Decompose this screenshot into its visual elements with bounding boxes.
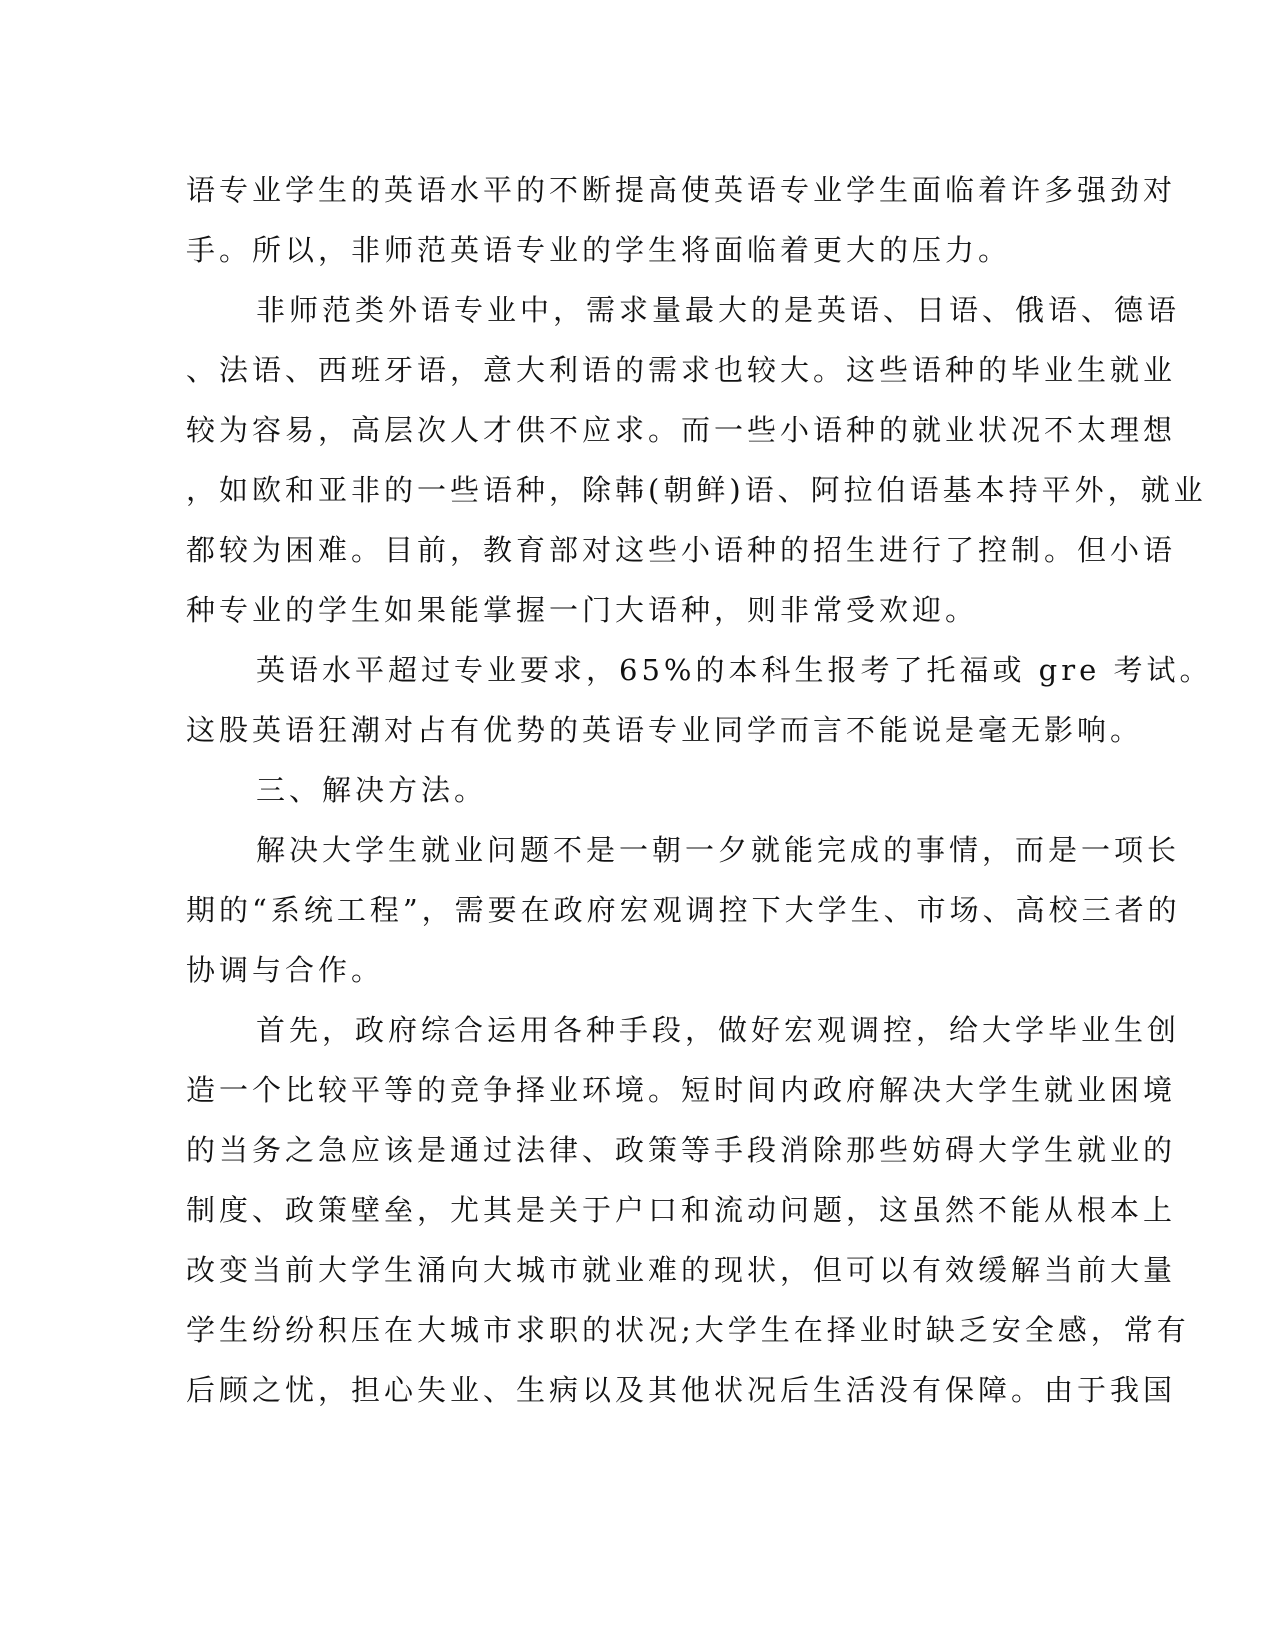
text-line: 解决大学生就业问题不是一朝一夕就能完成的事情，而是一项长 bbox=[256, 833, 1181, 867]
text-line: 三、解决方法。 bbox=[256, 773, 488, 807]
text-line: 英语水平超过专业要求，65%的本科生报考了托福或 gre 考试。 bbox=[256, 653, 1213, 687]
text-line: 学生纷纷积压在大城市求职的状况;大学生在择业时缺乏安全感，常有 bbox=[186, 1313, 1190, 1347]
text-line: 非师范类外语专业中，需求量最大的是英语、日语、俄语、德语 bbox=[256, 293, 1181, 327]
text-line: 手。所以，非师范英语专业的学生将面临着更大的压力。 bbox=[186, 233, 1012, 267]
text-line: 、法语、西班牙语，意大利语的需求也较大。这些语种的毕业生就业 bbox=[186, 353, 1177, 387]
text-line: 这股英语狂潮对占有优势的英语专业同学而言不能说是毫无影响。 bbox=[186, 713, 1144, 747]
text-line: 改变当前大学生涌向大城市就业难的现状，但可以有效缓解当前大量 bbox=[186, 1253, 1177, 1287]
text-line: 协调与合作。 bbox=[186, 953, 385, 987]
document-body bbox=[186, 160, 1213, 1420]
text-line: 种专业的学生如果能掌握一门大语种，则非常受欢迎。 bbox=[186, 593, 979, 627]
text-line: 期的“系统工程”，需要在政府宏观调控下大学生、市场、高校三者的 bbox=[186, 893, 1181, 927]
text-line: 造一个比较平等的竞争择业环境。短时间内政府解决大学生就业困境 bbox=[186, 1073, 1177, 1107]
text-line: 语专业学生的英语水平的不断提高使英语专业学生面临着许多强劲对 bbox=[186, 173, 1177, 207]
text-line: 较为容易，高层次人才供不应求。而一些小语种的就业状况不太理想 bbox=[186, 413, 1177, 447]
text-line: 制度、政策壁垒，尤其是关于户口和流动问题，这虽然不能从根本上 bbox=[186, 1193, 1177, 1227]
text-line: ，如欧和亚非的一些语种，除韩(朝鲜)语、阿拉伯语基本持平外，就业 bbox=[186, 473, 1207, 507]
text-line: 的当务之急应该是通过法律、政策等手段消除那些妨碍大学生就业的 bbox=[186, 1133, 1177, 1167]
text-line: 后顾之忧，担心失业、生病以及其他状况后生活没有保障。由于我国 bbox=[186, 1373, 1177, 1407]
text-line: 都较为困难。目前，教育部对这些小语种的招生进行了控制。但小语 bbox=[186, 533, 1177, 567]
text-line: 首先，政府综合运用各种手段，做好宏观调控，给大学毕业生创 bbox=[256, 1013, 1181, 1047]
